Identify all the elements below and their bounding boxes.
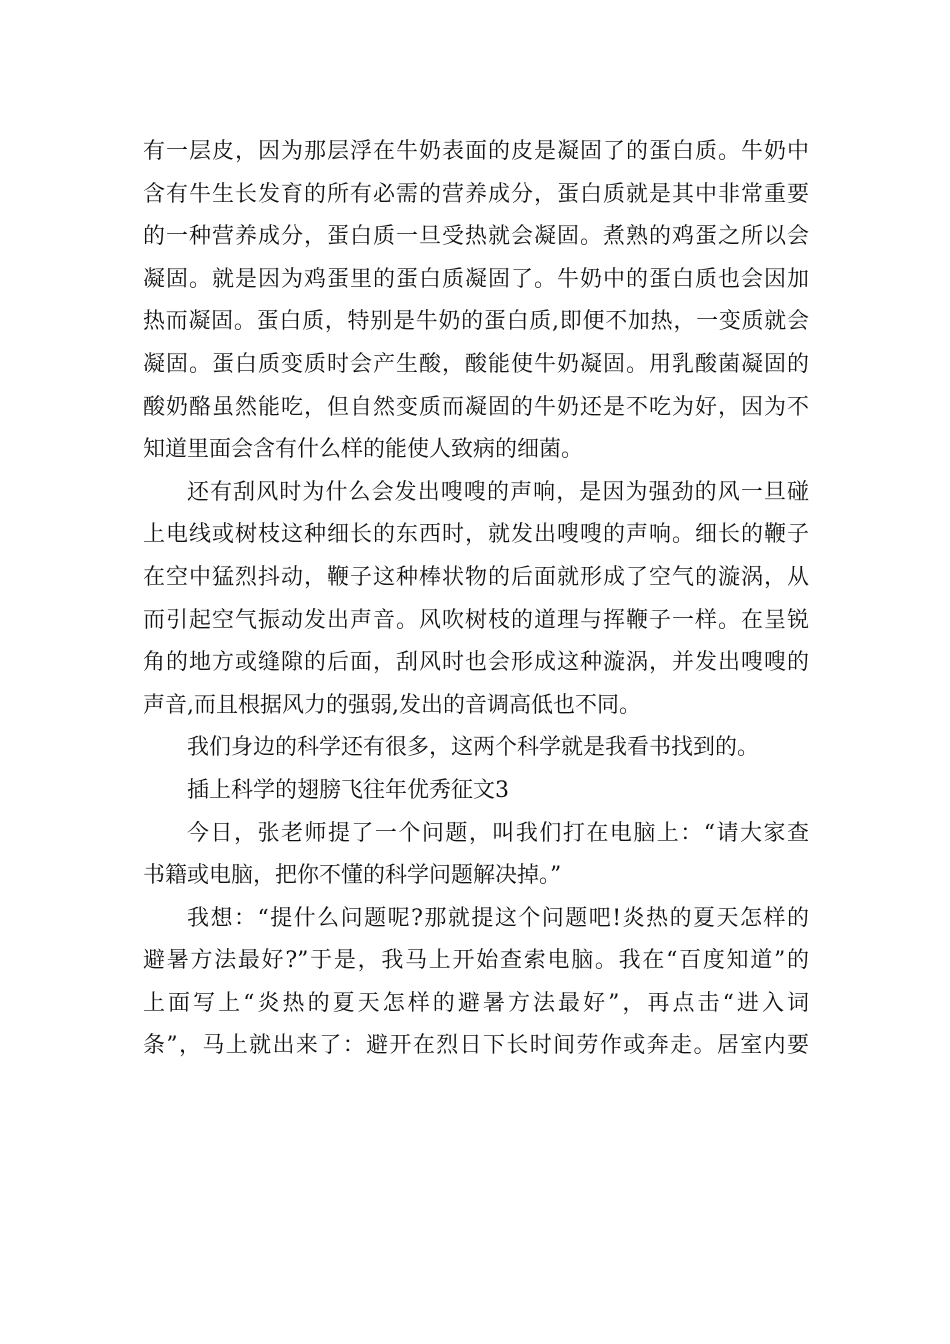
document-body bbox=[143, 131, 809, 1068]
text-line: 条”，马上就出来了：避开在烈日下长时间劳作或奔走。居室内要 bbox=[143, 1033, 809, 1059]
text-line: 今日，张老师提了一个问题，叫我们打在电脑上：“请大家查 bbox=[187, 820, 809, 846]
text-line: 在空中猛烈抖动，鞭子这种棒状物的后面就形成了空气的漩涡，从 bbox=[143, 564, 809, 590]
text-line: 书籍或电脑，把你不懂的科学问题解决掉。” bbox=[143, 863, 562, 889]
text-line: 上电线或树枝这种细长的东西时，就发出嗖嗖的声响。细长的鞭子 bbox=[143, 522, 809, 548]
text-line: 知道里面会含有什么样的能使人致病的细菌。 bbox=[143, 437, 584, 463]
text-line: 有一层皮，因为那层浮在牛奶表面的皮是凝固了的蛋白质。牛奶中 bbox=[143, 139, 809, 164]
text-line: 上面写上“炎热的夏天怎样的避暑方法最好”，再点击“进入词 bbox=[143, 990, 809, 1016]
text-line: 酸奶酪虽然能吃，但自然变质而凝固的牛奶还是不吃为好，因为不 bbox=[143, 394, 809, 420]
text-line: 含有牛生长发育的所有必需的营养成分，蛋白质就是其中非常重要 bbox=[143, 181, 809, 207]
text-line: 凝固。就是因为鸡蛋里的蛋白质凝固了。牛奶中的蛋白质也会因加 bbox=[143, 266, 809, 292]
text-line: 避暑方法最好?”于是，我马上开始查索电脑。我在“百度知道”的 bbox=[143, 948, 809, 974]
text-line: 插上科学的翅膀飞往年优秀征文3 bbox=[187, 777, 509, 803]
text-line: 而引起空气振动发出声音。风吹树枝的道理与挥鞭子一样。在呈锐 bbox=[143, 607, 809, 633]
text-line: 我们身边的科学还有很多，这两个科学就是我看书找到的。 bbox=[187, 735, 760, 761]
text-line: 我想：“提什么问题呢?那就提这个问题吧!炎热的夏天怎样的 bbox=[187, 905, 809, 931]
text-line: 声音,而且根据风力的强弱,发出的音调高低也不同。 bbox=[143, 692, 641, 718]
text-line: 热而凝固。蛋白质，特别是牛奶的蛋白质,即便不加热，一变质就会 bbox=[143, 309, 809, 335]
text-line: 还有刮风时为什么会发出嗖嗖的声响，是因为强劲的风一旦碰 bbox=[187, 479, 809, 505]
text-line: 的一种营养成分，蛋白质一旦受热就会凝固。煮熟的鸡蛋之所以会 bbox=[143, 224, 809, 250]
text-line: 角的地方或缝隙的后面，刮风时也会形成这种漩涡，并发出嗖嗖的 bbox=[143, 650, 809, 676]
text-line: 凝固。蛋白质变质时会产生酸，酸能使牛奶凝固。用乳酸菌凝固的 bbox=[143, 351, 809, 377]
